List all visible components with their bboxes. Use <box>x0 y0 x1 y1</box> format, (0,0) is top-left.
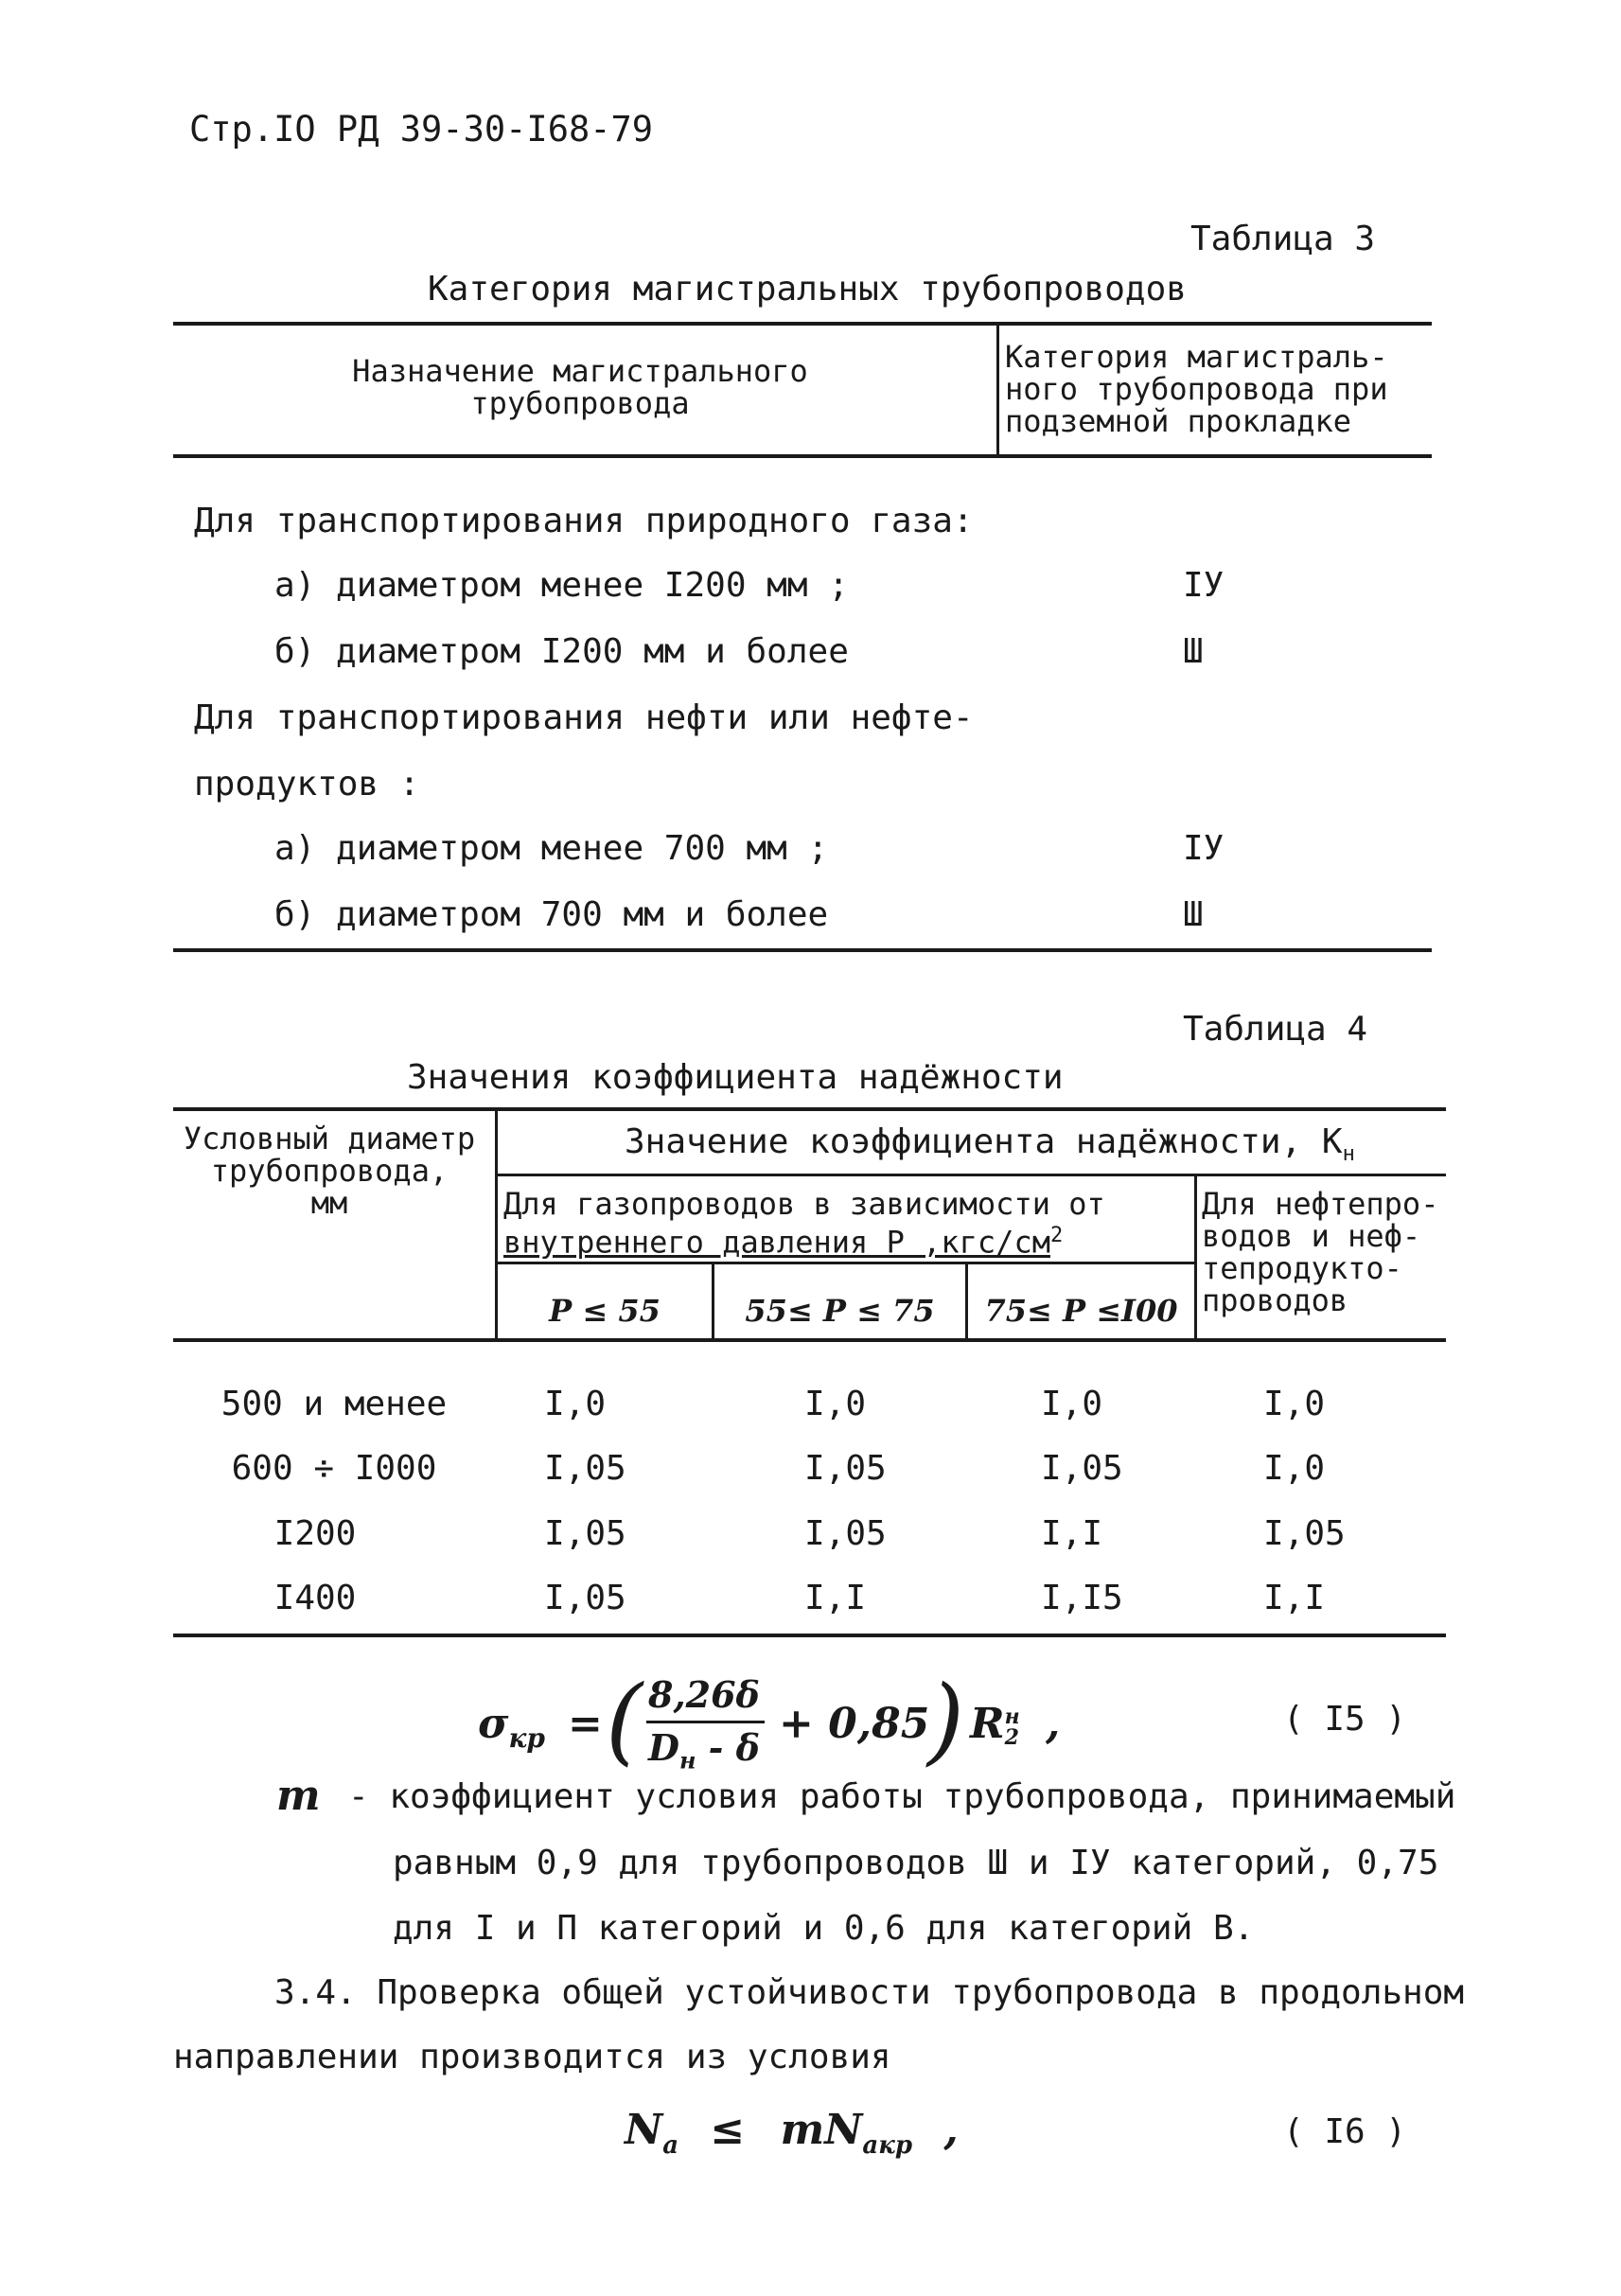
table4-row-4-p55: I,05 <box>544 1579 626 1617</box>
formula-15-lhs <box>478 1700 545 1754</box>
table4-row-2-p100: I,05 <box>1041 1449 1123 1488</box>
para-34-line1: 3.4. Проверка общей устойчивости трубопровода в продольном <box>274 1973 1465 2012</box>
table4-oil-header-line4: проводов <box>1202 1282 1348 1318</box>
formula-15-fraction-bar <box>646 1721 765 1723</box>
table3-bottom-rule <box>173 948 1432 952</box>
table3-col1-header-line1: Назначение магистрального <box>352 353 808 389</box>
table3-row-4-text: Для транспортирования нефти или нефте- <box>194 698 974 737</box>
table4-gas-header <box>503 1188 1105 1259</box>
table4-row-1-p100: I,0 <box>1041 1385 1103 1423</box>
formula-15-numerator: 8,26δ <box>648 1673 760 1716</box>
table3-col1-header <box>173 355 987 419</box>
table3-row-1-text: Для транспортирования природного газа: <box>194 502 974 540</box>
table4-row-3-p75: I,05 <box>804 1514 887 1553</box>
table4-oil-header-line1: Для нефтепро- <box>1202 1186 1439 1222</box>
formula-15-close-paren: ) <box>927 1665 965 1775</box>
table4-oil-header-line3: тепродукто- <box>1202 1250 1402 1286</box>
table4-row-1-p55: I,0 <box>544 1385 607 1423</box>
formula-16-comma: , <box>943 2106 959 2154</box>
formula-16-le: ≤ <box>710 2106 746 2154</box>
para-m-line3: для I и П категорий и 0,6 для категорий В. <box>393 1909 1255 1948</box>
table3-title: Категория магистральных трубопроводов <box>428 270 1187 309</box>
formula-15-r-indices <box>1005 1706 1020 1748</box>
formula-15-equals: = <box>568 1700 603 1748</box>
para-m-symbol: m <box>276 1772 321 1820</box>
table4-row-1-p75: I,0 <box>804 1385 867 1423</box>
table4-subcol-1: P ≤ 55 <box>549 1293 661 1329</box>
table4-row-1-diameter: 500 и менее <box>220 1385 448 1423</box>
table4-oil-header-line2: водов и неф- <box>1202 1218 1421 1254</box>
table4-row-3-oil: I,05 <box>1263 1514 1346 1553</box>
table3-row-3-value: Ш <box>1183 632 1204 671</box>
table3-col2-header-line3: подземной прокладке <box>1005 403 1352 439</box>
table3-row-7-text: б) диаметром 700 мм и более <box>274 895 829 934</box>
table3-header-rule <box>173 454 1432 458</box>
table3-col2-header-line1: Категория магистраль- <box>1005 339 1388 375</box>
table4-title: Значения коэффициента надёжности <box>407 1058 1064 1097</box>
table4-row-1-oil: I,0 <box>1263 1385 1326 1423</box>
table4-col1-header-line1: Условный диаметр <box>183 1121 476 1157</box>
table4-group-header <box>625 1122 1355 1166</box>
formula-16-number: ( I6 ) <box>1283 2112 1407 2151</box>
table3-row-7-value: Ш <box>1183 895 1204 934</box>
table4-subcol-3: 75≤ P ≤I00 <box>984 1293 1178 1329</box>
formula-15-lhs-sub: кр <box>508 1722 545 1754</box>
table4-subcol-2: 55≤ P ≤ 75 <box>745 1293 935 1329</box>
table4-row-3-p55: I,05 <box>544 1514 626 1553</box>
formula-15-r-sub: 2 <box>1004 1724 1019 1750</box>
formula-15-r-sup: н <box>1004 1704 1020 1729</box>
table3-row-5-text: продуктов : <box>194 765 420 804</box>
formula-15-den-d: D <box>648 1726 679 1769</box>
table4-oil-divider <box>1194 1176 1197 1338</box>
formula-15-plus: + 0,85 <box>779 1700 930 1748</box>
table4-row-2-oil: I,0 <box>1263 1449 1326 1488</box>
table3-col2-header <box>1005 341 1388 437</box>
table4-group-header-subscript: н <box>1342 1142 1355 1167</box>
table4-row-4-p100: I,I5 <box>1041 1579 1123 1617</box>
table4-group-rule <box>498 1174 1446 1176</box>
table3-row-6-text: а) диаметром менее 700 мм ; <box>274 829 829 868</box>
table3-row-2-text: а) диаметром менее I200 мм ; <box>274 566 849 605</box>
table4-row-2-p75: I,05 <box>804 1449 887 1488</box>
table3-col1-header-line2: трубопровода <box>470 385 690 421</box>
table3-row-6-value: IУ <box>1183 829 1225 868</box>
formula-15-comma: , <box>1046 1700 1061 1748</box>
table4-gas-header-line2-text: внутреннего давления P ,кгс/см <box>503 1224 1050 1261</box>
page-header: Стр.IO РД 39-30-I68-79 <box>189 109 654 150</box>
table4-oil-header <box>1202 1188 1438 1316</box>
table4-group-header-text: Значение коэффициента надёжности, K <box>625 1122 1343 1161</box>
formula-15-denominator <box>648 1726 760 1775</box>
table4-bottom-rule <box>173 1634 1446 1637</box>
para-m-line1: - коэффициент условия работы трубопровода, принимаемый <box>348 1777 1456 1816</box>
formula-15-den-tail: - δ <box>696 1726 761 1769</box>
table4-header-bottom-rule <box>173 1338 1446 1342</box>
table3-header-divider <box>996 326 999 458</box>
formula-16-n-sub: a <box>662 2130 679 2160</box>
table3-row-3-text: б) диаметром I200 мм и более <box>274 632 849 671</box>
table4-subcol-rule <box>498 1262 1194 1264</box>
table4-row-4-p75: I,I <box>804 1579 867 1617</box>
table3-top-rule <box>173 322 1432 326</box>
table3-label: Таблица 3 <box>1190 220 1376 258</box>
table4-row-2-diameter: 600 ÷ I000 <box>231 1449 437 1488</box>
formula-15-r-letter: R <box>970 1700 1005 1748</box>
formula-16-n2-sub: aкр <box>862 2130 913 2160</box>
table4-col1-header-line3: мм <box>310 1185 348 1221</box>
table4-col1-header-line2: трубопровода, <box>210 1153 449 1189</box>
formula-16-m: m <box>780 2106 825 2154</box>
formula-15-r <box>970 1700 1020 1748</box>
table4-gas-header-superscript: 2 <box>1049 1224 1064 1247</box>
table3-row-2-value: IУ <box>1183 566 1225 605</box>
table4-label: Таблица 4 <box>1183 1010 1368 1049</box>
table4-row-2-p55: I,05 <box>544 1449 626 1488</box>
table4-top-rule <box>173 1107 1446 1111</box>
table4-row-4-diameter: I400 <box>273 1579 357 1617</box>
table4-row-4-oil: I,I <box>1263 1579 1326 1617</box>
formula-15-den-sub: н <box>678 1746 696 1775</box>
table4-col1-header <box>168 1122 490 1219</box>
formula-15-sigma: σ <box>478 1700 509 1748</box>
formula-15-number: ( I5 ) <box>1283 1700 1407 1739</box>
table3-col2-header-line2: ного трубопровода при <box>1005 371 1388 407</box>
table4-gas-header-line2 <box>503 1220 1105 1259</box>
formula-16 <box>625 2106 959 2160</box>
table4-gas-header-line1: Для газопроводов в зависимости от <box>503 1186 1105 1222</box>
para-34-line2: направлении производится из условия <box>173 2038 891 2076</box>
formula-16-n2: N <box>824 2106 863 2154</box>
table4-row-3-p100: I,I <box>1041 1514 1103 1553</box>
table4-row-3-diameter: I200 <box>273 1514 357 1553</box>
formula-16-n: N <box>625 2106 663 2154</box>
formula-15-open-paren: ( <box>606 1665 643 1775</box>
para-m-line2: равным 0,9 для трубопроводов Ш и IУ категорий, 0,75 <box>393 1844 1439 1882</box>
